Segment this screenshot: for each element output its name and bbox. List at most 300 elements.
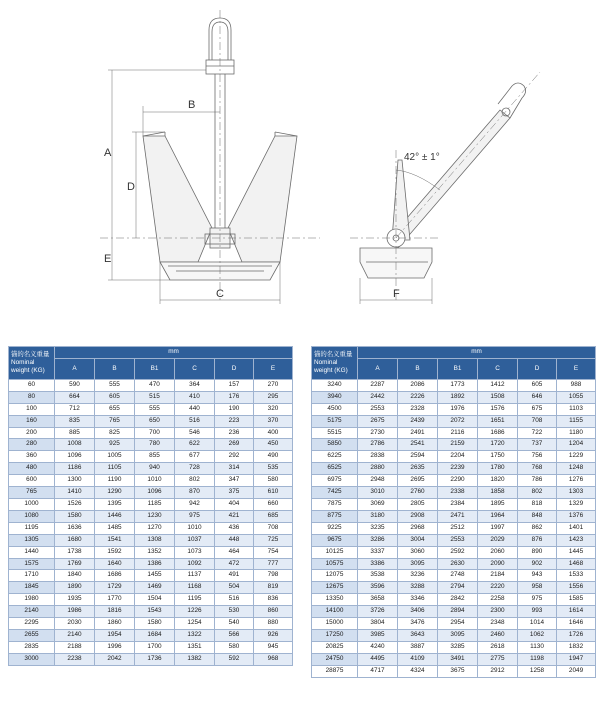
- table-row: [312, 510, 596, 522]
- dimension-cell: 1508: [478, 391, 518, 403]
- table-row: [312, 665, 596, 677]
- dimension-cell: 1248: [557, 463, 596, 475]
- dimension-cell: 1395: [95, 498, 135, 510]
- dimension-cell: 2060: [478, 546, 518, 558]
- nominal-weight-cell: 4500: [312, 403, 358, 415]
- dimension-cell: 1008: [55, 439, 95, 451]
- dimension-cell: 4240: [358, 641, 398, 653]
- table-row: [9, 415, 293, 427]
- dimension-cell: 1423: [557, 534, 596, 546]
- dimension-cell: 448: [215, 534, 254, 546]
- table-row: [9, 391, 293, 403]
- col-header-d: D: [518, 358, 557, 379]
- dimension-cell: 2049: [557, 665, 596, 677]
- dimension-cell: 3675: [438, 665, 478, 677]
- dimension-cell: 1580: [135, 618, 175, 630]
- dimension-cell: 1276: [557, 475, 596, 487]
- nominal-weight-cell: 3000: [9, 653, 55, 665]
- dimension-cell: 2748: [438, 570, 478, 582]
- dimension-cell: 1190: [95, 475, 135, 487]
- dimension-cell: 436: [215, 522, 254, 534]
- dimension-cell: 943: [518, 570, 557, 582]
- dimension-cell: 1541: [95, 534, 135, 546]
- table-row: [9, 487, 293, 499]
- table-row: [312, 391, 596, 403]
- dimension-cell: 1684: [135, 629, 175, 641]
- col-header-b1: B1: [438, 358, 478, 379]
- dimension-cell: 1180: [557, 427, 596, 439]
- dimension-cell: 1636: [55, 522, 95, 534]
- dimension-cell: 1386: [135, 558, 175, 570]
- dimension-cell: 2786: [358, 439, 398, 451]
- dimension-cell: 2592: [438, 546, 478, 558]
- dimension-cell: 1037: [175, 534, 215, 546]
- dimension-cell: 1892: [438, 391, 478, 403]
- dimension-cell: 777: [254, 558, 293, 570]
- nominal-weight-cell: 6225: [312, 451, 358, 463]
- dimension-cell: 768: [518, 463, 557, 475]
- dimension-cell: 1585: [557, 594, 596, 606]
- dimension-cell: 2439: [398, 415, 438, 427]
- dimension-cell: 1738: [55, 546, 95, 558]
- dimension-cell: 677: [175, 451, 215, 463]
- dimension-cell: 1300: [55, 475, 95, 487]
- dimension-cell: 157: [215, 379, 254, 391]
- specification-table-left: [8, 346, 293, 666]
- dimension-cell: 1410: [55, 487, 95, 499]
- dim-label-c: C: [216, 288, 224, 300]
- dimension-cell: 2238: [55, 653, 95, 665]
- dimension-cell: 1726: [557, 629, 596, 641]
- dimension-cell: 802: [175, 475, 215, 487]
- dimension-cell: 2471: [438, 510, 478, 522]
- dim-label-d: D: [127, 181, 135, 193]
- dimension-cell: 295: [254, 391, 293, 403]
- dimension-cell: 2541: [398, 439, 438, 451]
- dimension-cell: 4109: [398, 653, 438, 665]
- dimension-cell: 464: [215, 546, 254, 558]
- dimension-cell: 700: [135, 427, 175, 439]
- table-row: [312, 403, 596, 415]
- dimension-cell: 1533: [557, 570, 596, 582]
- dimension-cell: 1055: [557, 391, 596, 403]
- nominal-weight-cell: 1845: [9, 582, 55, 594]
- dimension-cell: 410: [175, 391, 215, 403]
- dimension-cell: 1954: [95, 629, 135, 641]
- dimension-cell: 2159: [438, 439, 478, 451]
- dimension-cell: 2912: [478, 665, 518, 677]
- nominal-weight-cell: 10575: [312, 558, 358, 570]
- dimension-cell: 3180: [358, 510, 398, 522]
- dimension-cell: 2842: [438, 594, 478, 606]
- dimension-cell: 708: [518, 415, 557, 427]
- dimension-cell: 504: [215, 582, 254, 594]
- table-row: [312, 582, 596, 594]
- dimension-cell: 2116: [438, 427, 478, 439]
- anchor-front-view: [100, 10, 320, 300]
- dimension-cell: 1226: [175, 606, 215, 618]
- dimension-cell: 712: [55, 403, 95, 415]
- dimension-cell: 1769: [55, 558, 95, 570]
- dimension-cell: 675: [518, 403, 557, 415]
- dimension-cell: 1543: [135, 606, 175, 618]
- nominal-weight-cell: 100: [9, 403, 55, 415]
- dimension-cell: 1680: [55, 534, 95, 546]
- dimension-cell: 320: [254, 403, 293, 415]
- table-row: [9, 403, 293, 415]
- dimension-cell: 685: [254, 510, 293, 522]
- dimension-cell: 2635: [398, 463, 438, 475]
- nominal-weight-cell: 60: [9, 379, 55, 391]
- dimension-cell: 870: [175, 487, 215, 499]
- dimension-cell: 1130: [518, 641, 557, 653]
- table-row: [9, 594, 293, 606]
- dimension-cell: 1832: [557, 641, 596, 653]
- dimension-cell: 876: [518, 534, 557, 546]
- dimension-cell: 555: [135, 403, 175, 415]
- table-row: [312, 379, 596, 391]
- dimension-cell: 3095: [438, 629, 478, 641]
- nominal-weight-header: 锚的名义重量 Nominal weight (KG): [312, 347, 358, 380]
- dimension-cell: 516: [215, 594, 254, 606]
- nominal-weight-cell: 17250: [312, 629, 358, 641]
- dimension-cell: 1576: [478, 403, 518, 415]
- table-row: [9, 546, 293, 558]
- dimension-cell: 1329: [557, 498, 596, 510]
- dimension-cell: 646: [518, 391, 557, 403]
- table-row: [312, 629, 596, 641]
- dimension-cell: 2226: [398, 391, 438, 403]
- dim-label-b: B: [188, 99, 196, 111]
- dimension-cell: 2553: [438, 534, 478, 546]
- table-row: [9, 641, 293, 653]
- col-header-c: C: [478, 358, 518, 379]
- dimension-cell: 375: [215, 487, 254, 499]
- nominal-weight-cell: 2655: [9, 629, 55, 641]
- table-row: [9, 618, 293, 630]
- nominal-weight-cell: 765: [9, 487, 55, 499]
- nominal-weight-cell: 280: [9, 439, 55, 451]
- dimension-cell: 3887: [398, 641, 438, 653]
- nominal-weight-cell: 20825: [312, 641, 358, 653]
- col-header-b: B: [398, 358, 438, 379]
- dim-label-e: E: [104, 253, 112, 265]
- anchor-technical-drawing: [0, 0, 600, 320]
- dimension-cell: 2042: [95, 653, 135, 665]
- nominal-weight-cell: 1000: [9, 498, 55, 510]
- table-row: [9, 439, 293, 451]
- dimension-cell: 664: [55, 391, 95, 403]
- table-row: [9, 534, 293, 546]
- dimension-cell: 2512: [438, 522, 478, 534]
- dimension-cell: 592: [215, 653, 254, 665]
- nominal-weight-cell: 1305: [9, 534, 55, 546]
- table-row: [9, 379, 293, 391]
- dimension-cell: 655: [95, 403, 135, 415]
- dimension-cell: 1445: [557, 546, 596, 558]
- table-row: [312, 451, 596, 463]
- table-row: [9, 475, 293, 487]
- dimension-cell: 1935: [55, 594, 95, 606]
- dimension-cell: 1592: [95, 546, 135, 558]
- dimension-cell: 1780: [478, 463, 518, 475]
- nominal-weight-cell: 6525: [312, 463, 358, 475]
- dimension-cell: 1986: [55, 606, 95, 618]
- nominal-weight-cell: 1980: [9, 594, 55, 606]
- dimension-cell: 2695: [398, 475, 438, 487]
- dimension-cell: 1351: [175, 641, 215, 653]
- dimension-cell: 1382: [175, 653, 215, 665]
- dimension-cell: 2594: [398, 451, 438, 463]
- nominal-weight-cell: 1710: [9, 570, 55, 582]
- dimension-cell: 1556: [557, 582, 596, 594]
- nominal-weight-cell: 80: [9, 391, 55, 403]
- dimension-cell: 2760: [398, 487, 438, 499]
- dimension-cell: 580: [254, 475, 293, 487]
- dimension-cell: 3060: [398, 546, 438, 558]
- nominal-weight-cell: 3240: [312, 379, 358, 391]
- dimension-cell: 223: [215, 415, 254, 427]
- angle-label: 42° ± 1°: [404, 152, 440, 163]
- dimension-cell: 2287: [358, 379, 398, 391]
- dimension-cell: 3658: [358, 594, 398, 606]
- dimension-cell: 490: [254, 451, 293, 463]
- dimension-cell: 2775: [478, 653, 518, 665]
- dimension-cell: 2184: [478, 570, 518, 582]
- dimension-cell: 2908: [398, 510, 438, 522]
- dimension-cell: 737: [518, 439, 557, 451]
- dimension-cell: 2030: [55, 618, 95, 630]
- dimension-cell: 3288: [398, 582, 438, 594]
- dimension-cell: 880: [254, 618, 293, 630]
- dimension-cell: 1860: [95, 618, 135, 630]
- dimension-cell: 3286: [358, 534, 398, 546]
- dimension-cell: 1947: [557, 653, 596, 665]
- dimension-cell: 802: [518, 487, 557, 499]
- dimension-cell: 1092: [175, 558, 215, 570]
- nominal-weight-cell: 1080: [9, 510, 55, 522]
- dimension-cell: 1062: [518, 629, 557, 641]
- dimension-cell: 3406: [398, 606, 438, 618]
- dimension-cell: 3985: [358, 629, 398, 641]
- dimension-cell: 968: [254, 653, 293, 665]
- dimension-cell: 190: [215, 403, 254, 415]
- table-row: [312, 415, 596, 427]
- dimension-cell: 786: [518, 475, 557, 487]
- dimension-cell: 1964: [478, 510, 518, 522]
- dimension-cell: 1840: [55, 570, 95, 582]
- dimension-cell: 1010: [135, 475, 175, 487]
- dimension-cell: 3337: [358, 546, 398, 558]
- dimension-cell: 2630: [438, 558, 478, 570]
- dimension-cell: 1010: [175, 522, 215, 534]
- dimension-cell: 515: [135, 391, 175, 403]
- dimension-cell: 566: [215, 629, 254, 641]
- dimension-cell: 825: [95, 427, 135, 439]
- dimension-cell: 1005: [95, 451, 135, 463]
- dimension-cell: 2794: [438, 582, 478, 594]
- table-row: [312, 534, 596, 546]
- table-row: [9, 570, 293, 582]
- dimension-cell: 819: [254, 582, 293, 594]
- dimension-cell: 1204: [557, 439, 596, 451]
- unit-header: mm: [55, 347, 293, 359]
- dimension-cell: 314: [215, 463, 254, 475]
- table-row: [312, 653, 596, 665]
- dimension-cell: 2072: [438, 415, 478, 427]
- nominal-weight-cell: 1195: [9, 522, 55, 534]
- dimension-cell: 3491: [438, 653, 478, 665]
- dimension-cell: 2805: [398, 498, 438, 510]
- nominal-weight-cell: 160: [9, 415, 55, 427]
- dimension-cell: 1014: [518, 618, 557, 630]
- dimension-cell: 555: [95, 379, 135, 391]
- dimension-cell: 1729: [95, 582, 135, 594]
- table-row: [9, 451, 293, 463]
- dimension-cell: 1996: [95, 641, 135, 653]
- dimension-cell: 2300: [478, 606, 518, 618]
- nominal-weight-cell: 15000: [312, 618, 358, 630]
- dimension-cell: 2838: [358, 451, 398, 463]
- dimension-cell: 2491: [398, 427, 438, 439]
- dimension-cell: 450: [254, 439, 293, 451]
- dimension-cell: 1096: [135, 487, 175, 499]
- table-row: [9, 427, 293, 439]
- dimension-cell: 364: [175, 379, 215, 391]
- nominal-weight-cell: 1575: [9, 558, 55, 570]
- dimension-cell: 708: [254, 522, 293, 534]
- dimension-cell: 269: [215, 439, 254, 451]
- dimension-cell: 1195: [175, 594, 215, 606]
- col-header-d: D: [215, 358, 254, 379]
- dimension-cell: 1322: [175, 629, 215, 641]
- dimension-cell: 1700: [135, 641, 175, 653]
- dimension-cell: 3069: [358, 498, 398, 510]
- dimension-cell: 535: [254, 463, 293, 475]
- dimension-cell: 1185: [135, 498, 175, 510]
- dimension-cell: 945: [254, 641, 293, 653]
- dimension-cell: 1303: [557, 487, 596, 499]
- dimension-cell: 818: [518, 498, 557, 510]
- dimension-cell: 1720: [478, 439, 518, 451]
- dimension-cell: 1229: [557, 451, 596, 463]
- dimension-cell: 2880: [358, 463, 398, 475]
- anchor-side-view: [350, 72, 540, 300]
- dimension-cell: 1686: [478, 427, 518, 439]
- dimension-cell: 1186: [55, 463, 95, 475]
- dimension-cell: 975: [175, 510, 215, 522]
- table-row: [312, 606, 596, 618]
- dimension-cell: 404: [215, 498, 254, 510]
- dimension-cell: 1155: [557, 415, 596, 427]
- dimension-cell: 1504: [135, 594, 175, 606]
- dimension-cell: 3386: [358, 558, 398, 570]
- dimension-cell: 2140: [55, 629, 95, 641]
- dimension-cell: 3476: [398, 618, 438, 630]
- table-row: [312, 546, 596, 558]
- col-header-e: E: [254, 358, 293, 379]
- nominal-weight-cell: 5850: [312, 439, 358, 451]
- dimension-cell: 590: [55, 379, 95, 391]
- dimension-cell: 1137: [175, 570, 215, 582]
- dimension-cell: 942: [175, 498, 215, 510]
- dimension-cell: 1976: [438, 403, 478, 415]
- dimension-cell: 958: [518, 582, 557, 594]
- dimension-cell: 3346: [398, 594, 438, 606]
- dimension-cell: 1580: [55, 510, 95, 522]
- dimension-cell: 605: [95, 391, 135, 403]
- dimension-cell: 2086: [398, 379, 438, 391]
- table-row: [312, 558, 596, 570]
- dimension-cell: 1401: [557, 522, 596, 534]
- dimension-cell: 546: [175, 427, 215, 439]
- nominal-weight-cell: 6975: [312, 475, 358, 487]
- nominal-weight-cell: 480: [9, 463, 55, 475]
- dimension-cell: 472: [215, 558, 254, 570]
- table-row: [9, 522, 293, 534]
- nominal-weight-cell: 8775: [312, 510, 358, 522]
- dimension-cell: 4324: [398, 665, 438, 677]
- dimension-cell: 236: [215, 427, 254, 439]
- dimension-cell: 292: [215, 451, 254, 463]
- dimension-cell: 470: [135, 379, 175, 391]
- table-row: [312, 570, 596, 582]
- table-row: [9, 558, 293, 570]
- dimension-cell: 2675: [358, 415, 398, 427]
- nominal-weight-cell: 5175: [312, 415, 358, 427]
- dimension-cell: 728: [175, 463, 215, 475]
- dimension-cell: 3235: [358, 522, 398, 534]
- nominal-weight-cell: 9225: [312, 522, 358, 534]
- dimension-cell: 754: [254, 546, 293, 558]
- dimension-cell: 1168: [175, 582, 215, 594]
- dimension-cell: 176: [215, 391, 254, 403]
- dimension-cell: 2968: [398, 522, 438, 534]
- dimension-cell: 1290: [95, 487, 135, 499]
- dimension-cell: 1858: [478, 487, 518, 499]
- dimension-cell: 516: [175, 415, 215, 427]
- dimension-cell: 1270: [135, 522, 175, 534]
- dimension-cell: 1103: [557, 403, 596, 415]
- dimension-cell: 2618: [478, 641, 518, 653]
- dimension-cell: 993: [518, 606, 557, 618]
- nominal-weight-cell: 24750: [312, 653, 358, 665]
- table-row: [312, 475, 596, 487]
- dimension-cell: 2328: [398, 403, 438, 415]
- dimension-cell: 1308: [135, 534, 175, 546]
- dimension-cell: 1820: [478, 475, 518, 487]
- nominal-weight-cell: 360: [9, 451, 55, 463]
- dimension-cell: 836: [254, 594, 293, 606]
- dimension-cell: 2553: [358, 403, 398, 415]
- table-row: [312, 641, 596, 653]
- dimension-cell: 270: [254, 379, 293, 391]
- dimension-cell: 347: [215, 475, 254, 487]
- dimension-cell: 1816: [95, 606, 135, 618]
- dimension-cell: 1646: [557, 618, 596, 630]
- dimension-cell: 2220: [478, 582, 518, 594]
- dimension-cell: 2894: [438, 606, 478, 618]
- dimension-cell: 4717: [358, 665, 398, 677]
- dimension-cell: 1376: [557, 510, 596, 522]
- dimension-cell: 798: [254, 570, 293, 582]
- dimension-cell: 3596: [358, 582, 398, 594]
- table-row: [312, 463, 596, 475]
- specification-table-right: [311, 346, 596, 678]
- table-row: [9, 510, 293, 522]
- nominal-weight-cell: 12675: [312, 582, 358, 594]
- table-row: [9, 653, 293, 665]
